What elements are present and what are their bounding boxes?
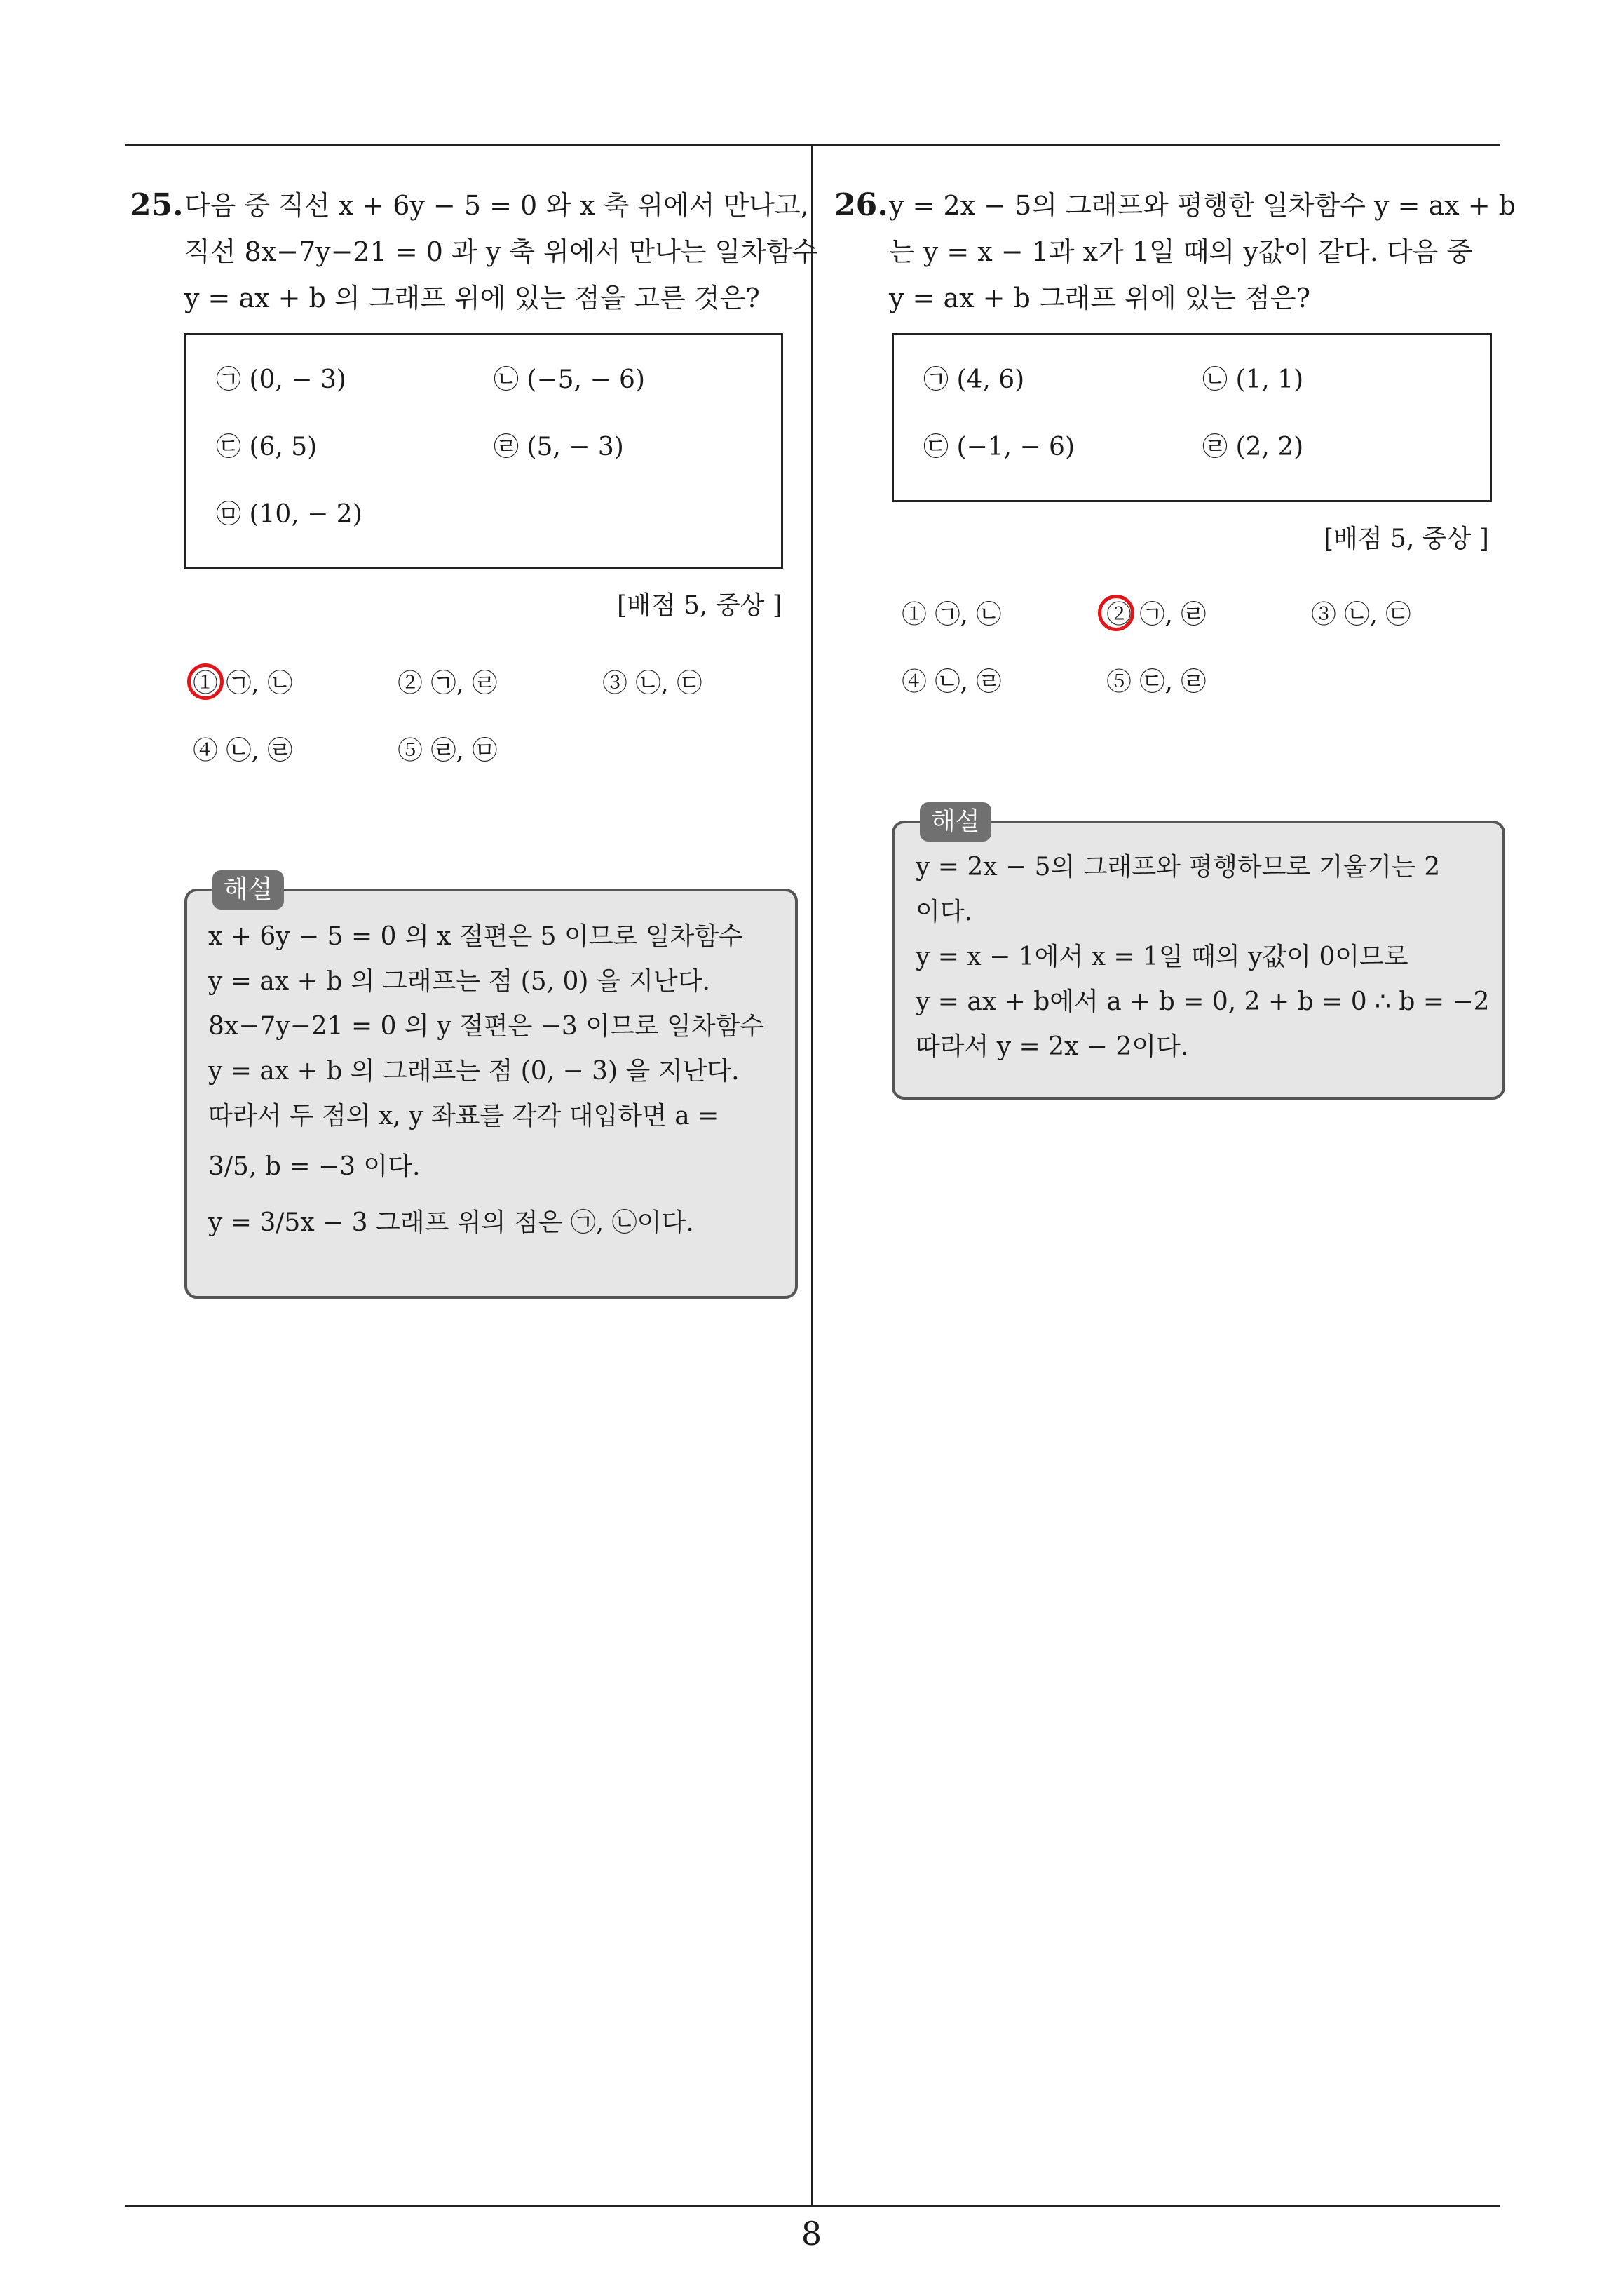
question-26-number: 26.	[834, 187, 888, 223]
question-25-score: [배점 5, 중상 ]	[617, 591, 782, 620]
answer-option[interactable]: ⑤ ㉣, ㉤	[398, 736, 498, 765]
question-25-line-2: 직선 8x−7y−21 = 0 과 y 축 위에서 만나는 일차함수	[184, 236, 818, 267]
question-25-choices-box	[184, 333, 783, 569]
answer-option[interactable]: ① ㉠, ㉡	[193, 669, 293, 698]
question-26-score: [배점 5, 중상 ]	[1324, 525, 1489, 553]
answer-option[interactable]: ② ㉠, ㉣	[398, 669, 498, 698]
solution-line: x + 6y − 5 = 0 의 x 절편은 5 이므로 일차함수	[208, 922, 743, 951]
choice-item: ㉠ (0, − 3)	[216, 365, 346, 394]
solution-tag: 해설	[212, 870, 284, 910]
solution-line: y = ax + b 의 그래프는 점 (0, − 3) 을 지난다.	[208, 1057, 740, 1086]
solution-line: y = ax + b 의 그래프는 점 (5, 0) 을 지난다.	[208, 967, 710, 996]
solution-line: 3/5, b = −3 이다.	[208, 1152, 421, 1181]
choice-item: ㉤ (10, − 2)	[216, 500, 362, 529]
answer-option[interactable]: ② ㉠, ㉣	[1106, 600, 1207, 629]
question-26-line-2: 는 y = x − 1과 x가 1일 때의 y값이 같다. 다음 중	[889, 236, 1473, 267]
question-25-line-3: y = ax + b 의 그래프 위에 있는 점을 고른 것은?	[184, 283, 760, 313]
question-26	[834, 182, 1516, 1061]
choice-item: ㉡ (−5, − 6)	[494, 365, 646, 394]
choice-item: ㉣ (5, − 3)	[494, 433, 624, 461]
solution-line: y = 3/5x − 3 그래프 위의 점은 ㉠, ㉡이다.	[208, 1208, 694, 1237]
answer-option[interactable]: ④ ㉡, ㉣	[902, 668, 1002, 696]
choice-item: ㉠ (4, 6)	[923, 365, 1025, 394]
choice-item: ㉡ (1, 1)	[1202, 365, 1304, 394]
solution-line: 8x−7y−21 = 0 의 y 절편은 −3 이므로 일차함수	[208, 1012, 765, 1041]
question-25	[130, 182, 818, 1237]
answer-option[interactable]: ⑤ ㉢, ㉣	[1106, 668, 1207, 696]
question-26-choices-box	[892, 333, 1492, 502]
solution-line: y = 2x − 5의 그래프와 평행하므로 기울기는 2	[916, 853, 1441, 882]
choice-item: ㉢ (6, 5)	[216, 433, 318, 461]
column-divider	[811, 144, 813, 2207]
question-25-line-1: 25. 다음 중 직선 x + 6y − 5 = 0 와 x 축 위에서 만나고,	[130, 182, 803, 229]
question-25-number: 25.	[130, 187, 184, 223]
page-number: 8	[801, 2215, 822, 2253]
question-26-solution-box	[892, 807, 1505, 1100]
answer-option[interactable]: ③ ㉡, ㉢	[602, 669, 702, 698]
choice-item: ㉣ (2, 2)	[1202, 433, 1304, 461]
answer-option[interactable]: ③ ㉡, ㉢	[1311, 600, 1411, 629]
solution-line: 이다.	[916, 898, 972, 926]
answer-option[interactable]: ① ㉠, ㉡	[902, 600, 1002, 629]
question-25-solution-box	[184, 875, 798, 1299]
question-26-line-3: y = ax + b 그래프 위에 있는 점은?	[889, 283, 1310, 313]
solution-line: 따라서 y = 2x − 2이다.	[916, 1032, 1189, 1061]
solution-line: y = x − 1에서 x = 1일 때의 y값이 0이므로	[916, 943, 1408, 971]
choice-item: ㉢ (−1, − 6)	[923, 433, 1075, 461]
solution-line: y = ax + b에서 a + b = 0, 2 + b = 0 ∴ b = −2	[916, 987, 1490, 1016]
answer-option[interactable]: ④ ㉡, ㉣	[193, 736, 293, 765]
question-26-line-1: 26. y = 2x − 5의 그래프와 평행한 일차함수 y = ax + b	[834, 182, 1507, 229]
bottom-rule	[125, 2205, 1500, 2207]
solution-line: 따라서 두 점의 x, y 좌표를 각각 대입하면 a =	[208, 1102, 719, 1130]
solution-tag: 해설	[920, 802, 991, 842]
